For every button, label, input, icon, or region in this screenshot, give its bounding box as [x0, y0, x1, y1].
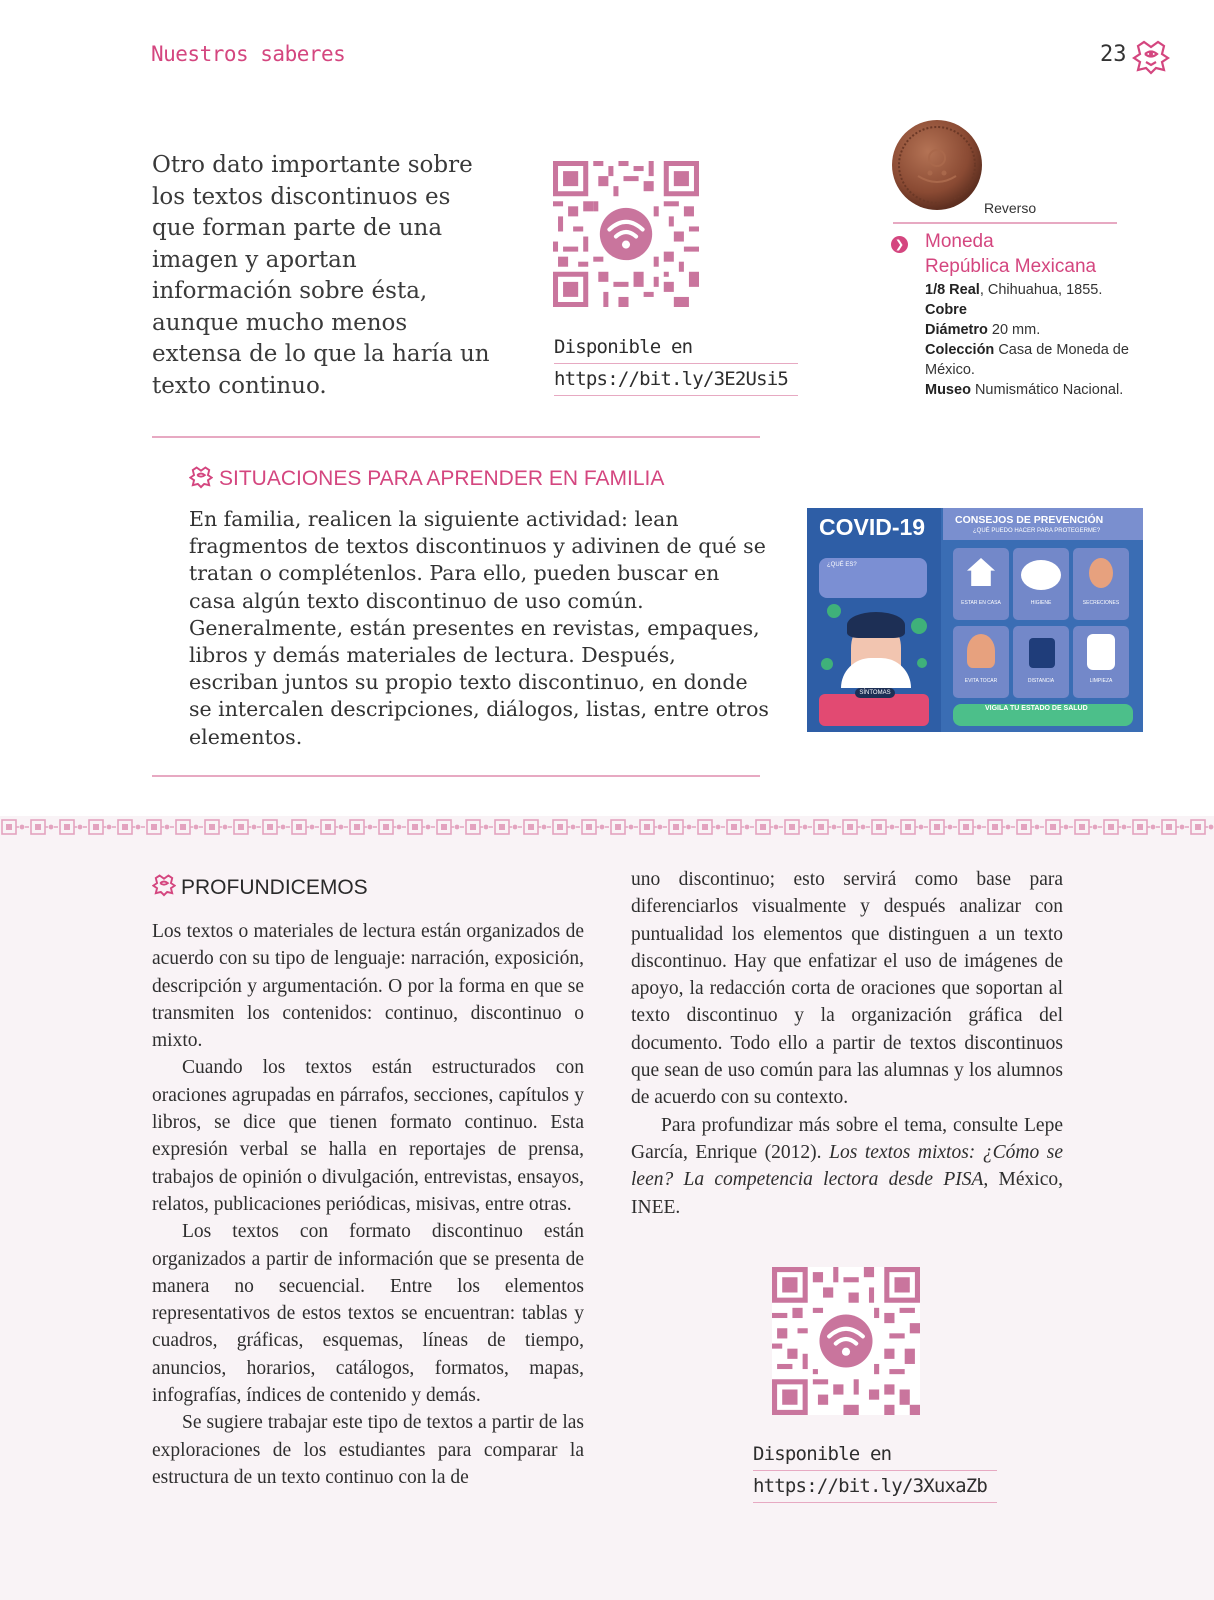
coin-collection: Colección Casa de Moneda de México.: [925, 342, 1129, 378]
intro-paragraph: Otro dato importante sobre los textos discontinuos es que forman parte de una imagen y aportan información sobre ésta, aunque mucho menos extensa de lo que la haría un texto continuo.: [152, 152, 490, 399]
profundicemos-heading: PROFUNDICEMOS: [181, 876, 368, 899]
reference-paragraph: Para profundizar más sobre el tema, consulte Lepe García, Enrique (2012). Los textos mixtos: ¿Cómo se leen? La competencia lectora desde PISA, México, INEE.: [631, 1114, 1063, 1218]
coin-material: Cobre: [925, 302, 967, 318]
poster-sintomas: SÍNTOMAS: [855, 688, 895, 698]
paragraph: Los textos o materiales de lectura están organizados de acuerdo con su tipo de lenguaje: narración, exposición, descripción y argumentación. O por la forma en que se transmiten los contenidos: continuo, discontinuo o mixto.: [152, 921, 584, 1052]
section-title: Nuestros saberes: [151, 42, 346, 66]
coin-title: [925, 229, 1096, 279]
coin-denomination: 1/8 Real, Chihuahua, 1855.: [925, 282, 1103, 298]
available-label: Disponible en: [554, 336, 693, 358]
decorative-border-pattern: [0, 816, 1214, 838]
coin-divider: [893, 222, 1117, 224]
qr-code-icon[interactable]: [772, 1267, 920, 1415]
coin-title-line1: Moneda: [925, 231, 994, 252]
poster-que-es: ¿QUÉ ES?: [827, 562, 857, 568]
available-label: Disponible en: [753, 1443, 892, 1465]
aztec-flower-glyph-icon: [1132, 38, 1170, 76]
book-title: Los textos mixtos: ¿Cómo se leen? La competencia lectora desde PISA: [631, 1141, 1063, 1191]
paragraph: uno discontinuo; esto servirá como base para diferenciarlos visualmente y después analizar con puntualidad los elementos que distinguen a un texto discontinuo. Hay que enfatizar el uso de imágenes de apoyo, la redacción corta de oraciones que soportan al texto discontinuo y la organización gráfica del documento. Todo ello a partir de textos discontinuos que sean de uso común para las alumnas y los alumnos de acuerdo con su contexto.: [631, 869, 1063, 1109]
poster-tile-3: SECRECIONES: [1082, 600, 1120, 606]
coin-museum: Museo Numismático Nacional.: [925, 382, 1124, 398]
coin-title-line2: República Mexicana: [925, 256, 1097, 277]
divider: [152, 775, 760, 777]
situaciones-heading: SITUACIONES PARA APRENDER EN FAMILIA: [219, 467, 665, 490]
poster-subtitle: CONSEJOS DE PREVENCIÓN: [955, 514, 1104, 526]
coin-side-label: Reverso: [984, 200, 1037, 216]
situaciones-text: En familia, realicen la siguiente actividad: lean fragmentos de textos discontinuos y adivinen de qué se tratan o complétenlos. Para ello, pueden buscar en casa algún texto discontinuo de uso común. Generalmente, están presentes en revistas, empaques, libros y demás materiales de lectura. Después, escriban juntos su propio texto discontinuo, en donde se intercalen descripciones, diálogos, listas, entre otros elementos.: [189, 507, 769, 749]
paragraph: Los textos con formato discontinuo están organizados a partir de información que se presenta de manera no secuencial. Entre los elementos representativos de estos textos se encuentran: tablas y cuadros, gráficas, esquemas, líneas de tiempo, anuncios, horarios, catálogos, formatos, mapas, infografías, índices de contenido y demás.: [152, 1221, 584, 1407]
qr-code-icon[interactable]: [553, 161, 699, 307]
poster-question: ¿QUÉ PUEDO HACER PARA PROTEGERME?: [973, 528, 1101, 534]
qr-bottom-caption: [753, 1439, 997, 1503]
poster-tile-1: ESTAR EN CASA: [961, 600, 1001, 606]
divider: [152, 436, 760, 438]
qr-top-caption: [554, 332, 798, 396]
page-number: 23: [1100, 42, 1127, 67]
paragraph: Cuando los textos están estructurados con oraciones agrupadas en párrafos, secciones, capítulos y libros, se dice que tienen formato continuo. Esta expresión verbal se halla en reportajes de prensa, trabajos de opinión o divulgación, entrevistas, ensayos, relatos, publicaciones periódicas, misivas, entre otras.: [152, 1057, 584, 1215]
aztec-flower-glyph-icon: [152, 873, 176, 897]
poster-footer: VIGILA TU ESTADO DE SALUD: [985, 705, 1088, 712]
arrow-right-icon: ❯: [891, 236, 908, 253]
covid-infographic-image: [807, 508, 1143, 732]
profundicemos-column-1: [152, 918, 584, 1491]
qr-top-link[interactable]: https://bit.ly/3E2Usi5: [554, 363, 798, 396]
copper-coin-image: [890, 118, 984, 212]
poster-tile-2: HIGIENE: [1030, 600, 1052, 606]
poster-title: COVID-19: [819, 514, 926, 540]
coin-diameter: Diámetro 20 mm.: [925, 322, 1041, 338]
paragraph: Se sugiere trabajar este tipo de textos a partir de las exploraciones de los estudiantes para comparar la estructura de un texto continuo con la de: [152, 1412, 584, 1488]
aztec-flower-glyph-icon: [189, 465, 213, 489]
qr-bottom-link[interactable]: https://bit.ly/3XuxaZb: [753, 1470, 997, 1503]
profundicemos-column-2: [631, 866, 1063, 1221]
poster-tile-5: DISTANCIA: [1027, 678, 1055, 684]
coin-info: [925, 280, 1130, 400]
poster-tile-6: LIMPIEZA: [1089, 678, 1113, 684]
poster-tile-4: EVITA TOCAR: [964, 678, 998, 684]
